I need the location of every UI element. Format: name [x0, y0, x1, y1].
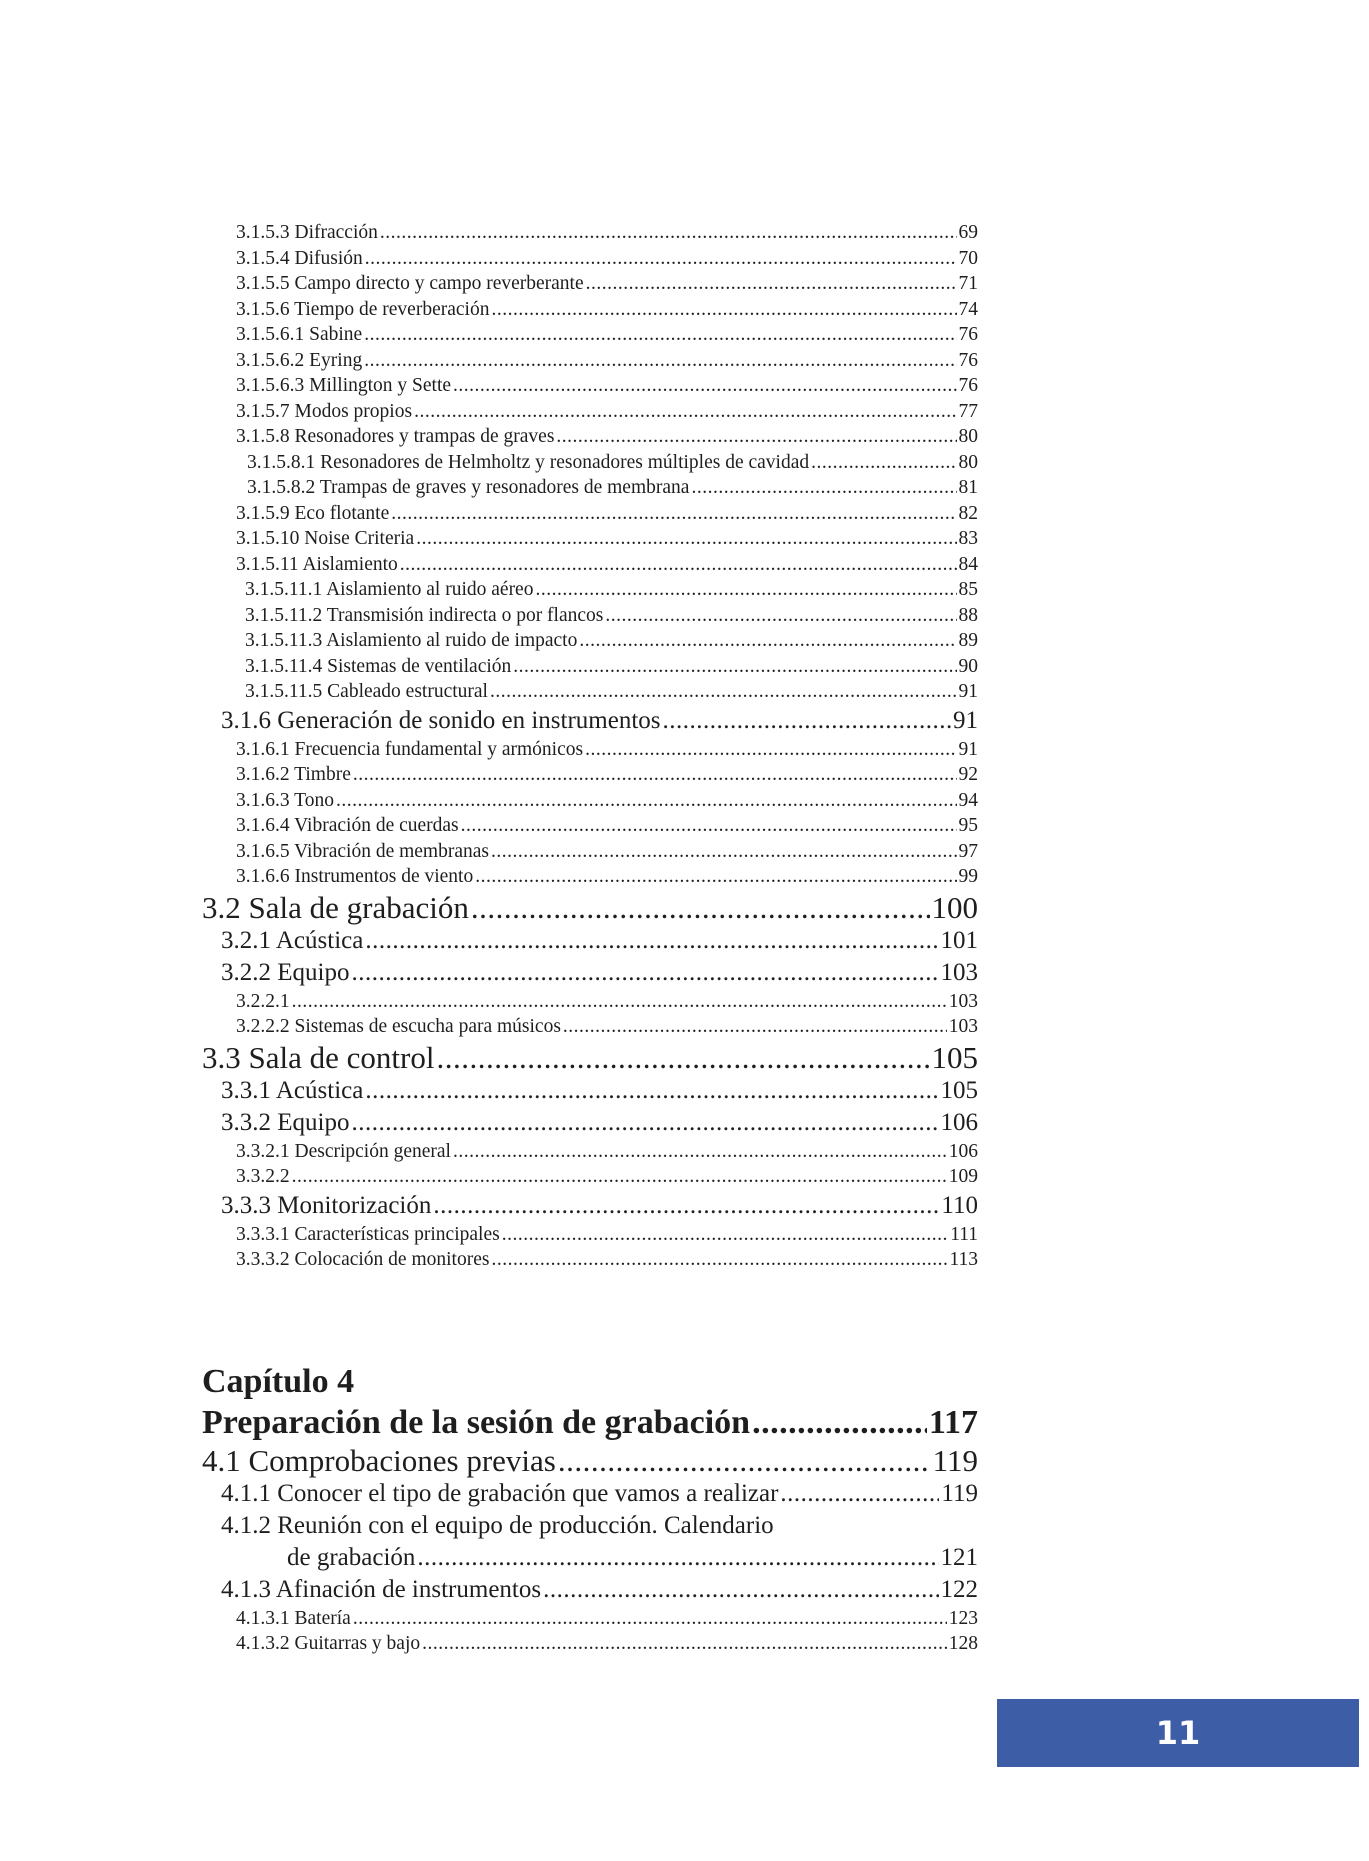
dot-leader	[558, 1443, 931, 1478]
dot-leader	[436, 1040, 929, 1075]
toc-entry-page: 84	[958, 553, 978, 575]
toc-entry-page: 111	[950, 1223, 978, 1245]
toc-entry	[202, 1403, 978, 1443]
toc-entry	[202, 1014, 978, 1040]
toc-entry	[202, 989, 978, 1015]
toc-entry	[202, 1190, 978, 1222]
dot-leader	[292, 1164, 947, 1190]
toc-entry-page: 90	[958, 655, 978, 677]
toc-entry-page: 91	[953, 706, 978, 734]
toc-entry	[202, 577, 978, 603]
toc-entry-label: 3.1.6.6 Instrumentos de viento	[236, 866, 474, 887]
toc-entry-page: 69	[958, 222, 978, 243]
toc-entry-page: 121	[940, 1543, 978, 1571]
toc-entry-label: 3.1.5.9 Eco flotante	[236, 502, 390, 524]
toc-entry-page: 94	[958, 789, 978, 811]
toc-entry	[202, 1139, 978, 1165]
toc-entry-label: 3.1.6 Generación de sonido en instrumentos	[221, 706, 661, 734]
toc-entry-page: 88	[958, 604, 978, 626]
toc-entry-page: 77	[958, 400, 978, 422]
chapter-spacer	[202, 1273, 978, 1361]
dot-leader	[471, 890, 930, 925]
toc-entry-page: 117	[928, 1403, 978, 1441]
toc-entry	[202, 501, 978, 527]
toc-entry	[202, 839, 978, 865]
toc-entry-page: 81	[958, 477, 978, 498]
toc-entry-page: 92	[958, 764, 978, 785]
toc-entry-label: 4.1.3.2 Guitarras y bajo	[236, 1633, 421, 1654]
toc-entry	[202, 1510, 978, 1542]
toc-entry-page: 110	[941, 1191, 978, 1219]
dot-leader	[585, 737, 956, 763]
dot-leader	[543, 1574, 938, 1606]
toc-entry-label: 4.1.2 Reunión con el equipo de producción. Calendario	[221, 1511, 774, 1539]
toc-entry	[202, 679, 978, 705]
toc-entry-label: 3.3.2.2	[236, 1166, 290, 1187]
toc-entry	[202, 526, 978, 552]
toc-entry-label: 3.1.6.5 Vibración de membranas	[236, 840, 489, 862]
toc-entry-label: de grabación	[287, 1543, 416, 1571]
dot-leader	[364, 322, 956, 348]
dot-leader	[365, 1075, 938, 1107]
toc-entry-page: 103	[948, 1016, 978, 1037]
toc-entry	[202, 322, 978, 348]
toc-entry-label: 3.1.5.8.2 Trampas de graves y resonadores de membrana	[247, 477, 690, 498]
dot-leader	[491, 297, 956, 323]
toc-entry-label: 3.1.5.7 Modos propios	[236, 400, 413, 422]
toc-entry-page: 76	[958, 375, 978, 396]
toc-entry	[202, 1478, 978, 1510]
page-number-box	[997, 1699, 1359, 1767]
dot-leader	[491, 1247, 947, 1273]
toc-entry	[202, 654, 978, 680]
toc-entry	[202, 957, 978, 989]
toc-entry-label: 3.1.5.11 Aislamiento	[236, 553, 398, 575]
toc-entry	[202, 1075, 978, 1107]
toc-entry-page: 103	[940, 958, 978, 986]
dot-leader	[351, 1107, 938, 1139]
toc-entry-label: 3.1.5.10 Noise Criteria	[236, 528, 415, 549]
toc-entry-label: 3.3.2 Equipo	[221, 1108, 350, 1136]
toc-entry-page: 80	[958, 426, 978, 447]
toc-entry	[202, 813, 978, 839]
toc-entry-page: 70	[958, 247, 978, 269]
toc-entry	[202, 1107, 978, 1139]
toc-entry	[202, 450, 978, 476]
toc-entry	[202, 1247, 978, 1273]
dot-leader	[400, 552, 957, 578]
toc-entry-page: 100	[931, 889, 978, 925]
toc-entry-label: 3.3 Sala de control	[202, 1039, 435, 1075]
toc-entry-page: 128	[948, 1633, 978, 1654]
toc-entry-label: 3.1.5.11.1 Aislamiento al ruido aéreo	[245, 579, 534, 600]
toc-entry-page: 123	[948, 1607, 978, 1629]
toc-entry	[202, 373, 978, 399]
toc-entry-page: 71	[958, 273, 978, 294]
toc-entry-label: 3.3.3.2 Colocación de monitores	[236, 1249, 490, 1270]
toc-entry-page: 105	[940, 1076, 978, 1104]
toc-entry	[202, 705, 978, 737]
toc-entry-page: 97	[958, 840, 978, 862]
dot-leader	[491, 839, 957, 865]
dot-leader	[556, 424, 956, 450]
dot-leader	[353, 1606, 947, 1632]
toc-entry-page: 82	[958, 502, 978, 524]
toc-entry-page: 76	[958, 349, 978, 371]
toc-entry	[202, 737, 978, 763]
dot-leader	[579, 628, 956, 654]
dot-leader	[453, 373, 956, 399]
dot-leader	[605, 603, 956, 629]
dot-leader	[691, 475, 956, 501]
dot-leader	[513, 654, 956, 680]
toc-entry	[202, 1164, 978, 1190]
dot-leader	[292, 989, 947, 1015]
dot-leader	[490, 679, 957, 705]
dot-leader	[391, 501, 956, 527]
toc-entry-label: 3.1.5.4 Difusión	[236, 247, 363, 269]
toc-entry-page: 80	[958, 451, 978, 473]
dot-leader	[433, 1190, 939, 1222]
dot-leader	[414, 399, 956, 425]
toc-entry	[202, 1574, 978, 1606]
toc-entry-label: 3.1.5.8 Resonadores y trampas de graves	[236, 426, 555, 447]
toc-entry-label: 3.2.2 Equipo	[221, 958, 350, 986]
table-of-contents	[202, 220, 978, 1657]
toc-entry-label: 3.2 Sala de grabación	[202, 889, 469, 925]
toc-entry	[202, 925, 978, 957]
toc-entry	[202, 890, 978, 925]
toc-entry	[202, 399, 978, 425]
toc-entry-label: 3.1.5.6 Tiempo de reverberación	[236, 298, 490, 320]
toc-entry	[202, 762, 978, 788]
toc-entry-label: 3.1.5.3 Difracción	[236, 222, 378, 243]
toc-entry-label: 3.1.6.3 Tono	[236, 789, 334, 811]
toc-entry-label: 3.3.1 Acústica	[221, 1076, 364, 1104]
toc-entry	[202, 1542, 978, 1574]
dot-leader	[663, 705, 952, 737]
toc-entry-label: Capítulo 4	[202, 1362, 355, 1400]
toc-entry-label: 3.1.5.6.1 Sabine	[236, 324, 363, 345]
page-number: 11	[1155, 1714, 1201, 1752]
dot-leader	[586, 271, 957, 297]
dot-leader	[365, 925, 938, 957]
toc-entry-label: 3.1.5.8.1 Resonadores de Helmholtz y resonadores múltiples de cavidad	[247, 451, 810, 473]
toc-entry-page: 106	[940, 1108, 978, 1136]
toc-entry-page: 101	[940, 926, 978, 954]
dot-leader	[752, 1403, 927, 1443]
dot-leader	[502, 1222, 948, 1248]
chapter-heading	[202, 1361, 978, 1403]
dot-leader	[475, 864, 956, 890]
toc-entry-label: 3.3.3 Monitorización	[221, 1191, 432, 1219]
toc-entry-page: 95	[958, 815, 978, 836]
toc-entry-page: 89	[958, 630, 978, 651]
toc-entry-label: 3.2.2.1	[236, 990, 290, 1012]
dot-leader	[353, 762, 957, 788]
dot-leader	[461, 813, 957, 839]
dot-leader	[535, 577, 956, 603]
toc-entry-page: 103	[948, 990, 978, 1012]
toc-entry-label: 3.1.5.11.2 Transmisión indirecta o por flancos	[245, 604, 604, 626]
toc-entry	[202, 864, 978, 890]
toc-entry-page: 106	[948, 1140, 978, 1162]
toc-entry	[202, 788, 978, 814]
toc-entry	[202, 297, 978, 323]
toc-entry-page: 122	[940, 1575, 978, 1603]
toc-entry-page: 91	[958, 681, 978, 702]
dot-leader	[380, 220, 957, 246]
toc-entry-label: Preparación de la sesión de grabación	[202, 1403, 751, 1441]
toc-entry	[202, 1040, 978, 1075]
toc-entry-page: 74	[958, 298, 978, 320]
toc-entry	[202, 220, 978, 246]
toc-entry-page: 99	[958, 866, 978, 887]
toc-entry	[202, 603, 978, 629]
dot-leader	[416, 526, 956, 552]
toc-entry-label: 3.1.5.6.2 Eyring	[236, 349, 363, 371]
toc-entry-label: 3.1.6.2 Timbre	[236, 764, 351, 785]
toc-entry	[202, 475, 978, 501]
toc-entry-label: 3.2.1 Acústica	[221, 926, 364, 954]
toc-entry-label: 3.1.6.1 Frecuencia fundamental y armónicos	[236, 738, 584, 760]
toc-entry	[202, 1222, 978, 1248]
toc-entry-page: 76	[958, 324, 978, 345]
dot-leader	[811, 450, 956, 476]
toc-entry	[202, 628, 978, 654]
toc-entry	[202, 348, 978, 374]
dot-leader	[563, 1014, 947, 1040]
toc-entry	[202, 1443, 978, 1478]
toc-entry	[202, 1631, 978, 1657]
dot-leader	[422, 1631, 947, 1657]
dot-leader	[336, 788, 957, 814]
toc-entry-page: 85	[958, 579, 978, 600]
dot-leader	[351, 957, 938, 989]
toc-entry-label: 4.1.3.1 Batería	[236, 1607, 351, 1629]
toc-entry-label: 4.1 Comprobaciones previas	[202, 1442, 556, 1478]
toc-entry-label: 4.1.3 Afinación de instrumentos	[221, 1575, 542, 1603]
toc-entry	[202, 271, 978, 297]
toc-entry-page: 109	[948, 1166, 978, 1187]
toc-entry-label: 3.1.5.5 Campo directo y campo reverberante	[236, 273, 584, 294]
dot-leader	[364, 348, 956, 374]
dot-leader	[780, 1478, 939, 1510]
toc-entry-page: 113	[949, 1249, 978, 1270]
dot-leader	[365, 246, 957, 272]
toc-entry-label: 3.1.5.11.3 Aislamiento al ruido de impacto	[245, 630, 578, 651]
toc-entry-label: 3.3.2.1 Descripción general	[236, 1140, 451, 1162]
toc-entry-label: 3.1.5.11.4 Sistemas de ventilación	[245, 655, 512, 677]
toc-entry-label: 3.3.3.1 Características principales	[236, 1223, 500, 1245]
toc-entry-page: 119	[941, 1479, 978, 1507]
toc-entry-page: 83	[958, 528, 978, 549]
toc-entry-label: 4.1.1 Conocer el tipo de grabación que vamos a realizar	[221, 1479, 779, 1507]
toc-entry-page: 119	[932, 1442, 978, 1478]
toc-entry	[202, 552, 978, 578]
toc-entry-label: 3.1.5.11.5 Cableado estructural	[245, 681, 488, 702]
toc-entry	[202, 246, 978, 272]
toc-entry-label: 3.2.2.2 Sistemas de escucha para músicos	[236, 1016, 561, 1037]
toc-entry-label: 3.1.6.4 Vibración de cuerdas	[236, 815, 459, 836]
toc-entry	[202, 424, 978, 450]
toc-entry-page: 105	[931, 1039, 978, 1075]
toc-entry	[202, 1606, 978, 1632]
dot-leader	[417, 1542, 938, 1574]
dot-leader	[453, 1139, 947, 1165]
toc-entry-label: 3.1.5.6.3 Millington y Sette	[236, 375, 452, 396]
toc-entry-page: 91	[958, 738, 978, 760]
